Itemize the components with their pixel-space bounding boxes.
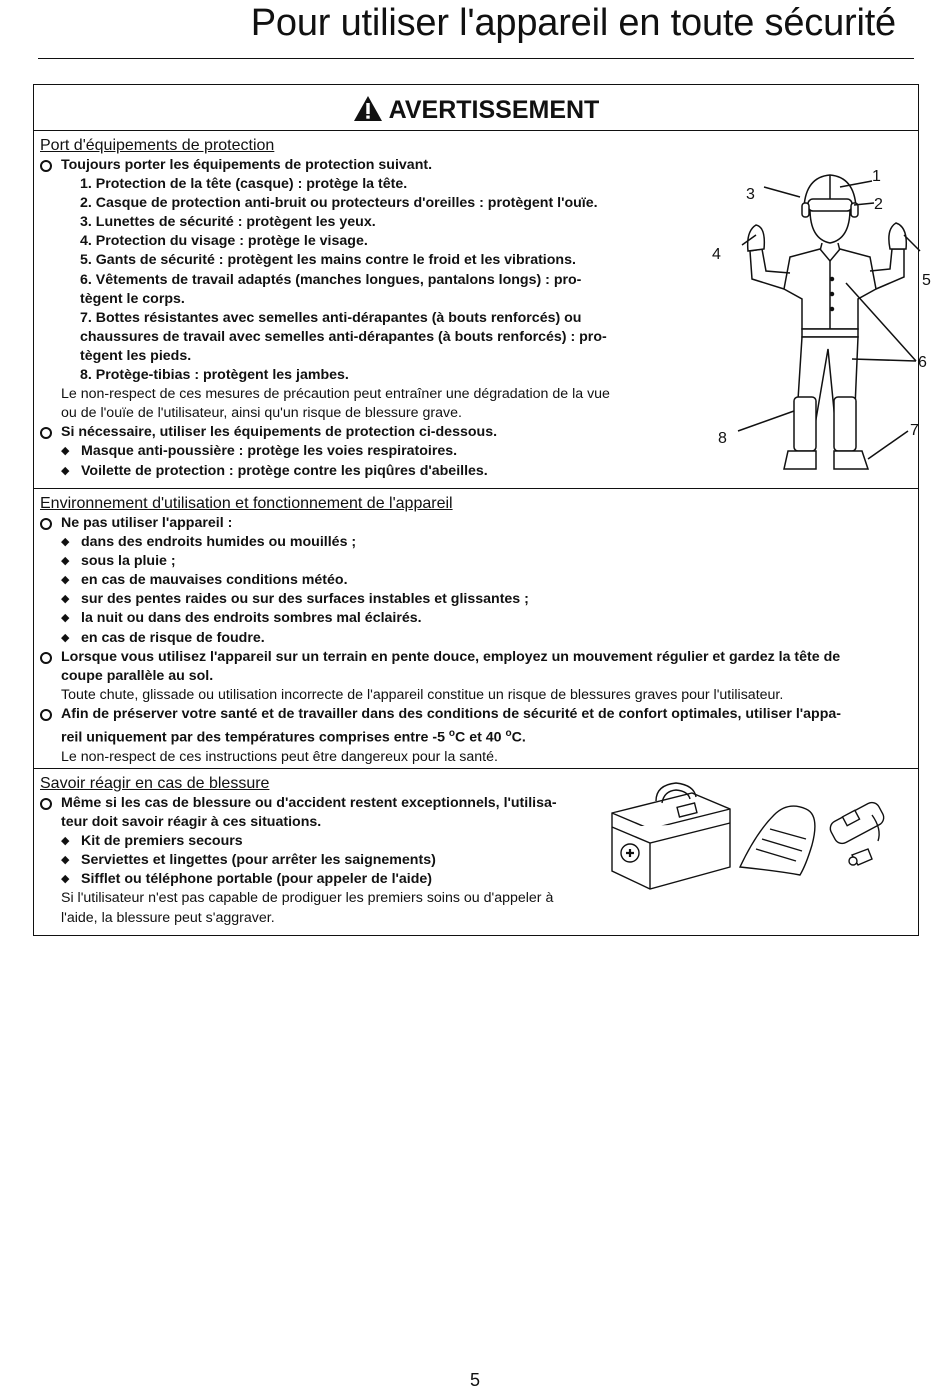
warning-header (34, 85, 918, 131)
protective-equipment-worker-figure (672, 139, 931, 479)
figure-label: 6 (918, 354, 927, 371)
bullet-diamond-icon: ◆ (61, 536, 70, 549)
figure-label: 2 (874, 196, 883, 213)
note-text: Le non-respect de ces mesures de précaution peut entraîner une dégradation de la vue (61, 386, 610, 403)
page-title: Pour utiliser l'appareil en toute sécurité (250, 2, 896, 44)
note-text: Le non-respect de ces instructions peut être dangereux pour la santé. (61, 748, 498, 765)
list-item-continued: reil uniquement par des températures comprises entre -5 $^o$C et 40 $^o$C. (61, 728, 526, 746)
injury-section (34, 769, 918, 935)
figure-label: 4 (712, 246, 721, 263)
bullet-diamond-icon: ◆ (61, 574, 70, 587)
injury-heading: Savoir réagir en cas de blessure (40, 775, 270, 792)
list-item: Si nécessaire, utiliser les équipements de protection ci-dessous. (40, 423, 912, 442)
bullet-diamond-icon: ◆ (61, 555, 70, 568)
list-item: 5. Gants de sécurité : protègent les mains contre le froid et les vibrations. (80, 252, 576, 269)
bullet-diamond-icon: ◆ (61, 464, 70, 477)
list-item: ◆ la nuit ou dans des endroits sombres mal éclairés. (40, 609, 912, 628)
list-item: 1. Protection de la tête (casque) : protège la tête. (80, 176, 408, 193)
list-item: ◆ Voilette de protection : protège contre les piqûres d'abeilles. (40, 462, 912, 481)
bullet-circle-icon (40, 160, 52, 172)
list-item: ◆ en cas de mauvaises conditions météo. (40, 571, 912, 590)
list-item: ◆ Serviettes et lingettes (pour arrêter les saignements) (40, 851, 912, 870)
environment-section (34, 489, 918, 769)
bullet-circle-icon (40, 709, 52, 721)
bullet-diamond-icon: ◆ (61, 593, 70, 606)
list-item: chaussures de travail avec semelles anti-dérapantes (à bouts renforcés) : pro- (80, 328, 607, 345)
list-item: Afin de préserver votre santé et de travailler dans des conditions de sécurité et de confort optimales, utiliser l'appa- (40, 705, 912, 724)
list-item: 6. Vêtements de travail adaptés (manches longues, pantalons longs) : pro- (80, 271, 582, 288)
protection-section (34, 131, 931, 489)
bullet-circle-icon (40, 652, 52, 664)
list-item: ◆ sur des pentes raides ou sur des surfaces instables et glissantes ; (40, 590, 912, 609)
bullet-circle-icon (40, 518, 52, 530)
warning-box (33, 84, 931, 936)
bullet-diamond-icon: ◆ (61, 445, 70, 458)
list-item: 4. Protection du visage : protège le visage. (80, 233, 368, 250)
figure-label: 3 (746, 186, 755, 203)
note-text: ou de l'ouïe de l'utilisateur, ainsi qu'un risque de blessure grave. (61, 405, 462, 422)
note-text: Toute chute, glissade ou utilisation incorrecte de l'appareil constitue un risque de blessures graves pour l'utilisateur. (61, 686, 784, 703)
environment-heading: Environnement d'utilisation et fonctionnement de l'appareil (40, 495, 453, 512)
list-item: tègent les pieds. (80, 347, 192, 364)
list-item: 8. Protège-tibias : protègent les jambes. (80, 367, 349, 384)
figure-label: 1 (872, 168, 881, 185)
bullet-circle-icon (40, 798, 52, 810)
list-item: tègent le corps. (80, 290, 185, 307)
figure-label: 7 (910, 422, 919, 439)
bullet-diamond-icon: ◆ (61, 854, 70, 867)
list-item: ◆ Sifflet ou téléphone portable (pour appeler de l'aide) (40, 870, 912, 889)
list-item-continued: teur doit savoir réagir à ces situations. (61, 814, 322, 831)
note-text: Si l'utilisateur n'est pas capable de prodiguer les premiers soins ou d'appeler à (61, 890, 554, 907)
bullet-diamond-icon: ◆ (61, 873, 70, 886)
list-item: ◆ en cas de risque de foudre. (40, 629, 912, 648)
warning-label: AVERTISSEMENT (388, 96, 600, 124)
figure-label: 8 (718, 430, 727, 447)
protection-heading: Port d'équipements de protection (40, 137, 275, 154)
list-item-continued: coupe parallèle au sol. (61, 667, 214, 684)
list-item: Ne pas utiliser l'appareil : (40, 514, 912, 533)
list-item: ◆ Masque anti-poussière : protège les voies respiratoires. (40, 442, 912, 461)
bullet-circle-icon (40, 427, 52, 439)
warning-triangle-icon (353, 95, 383, 122)
list-item: ◆ Kit de premiers secours (40, 832, 912, 851)
list-item: Toujours porter les équipements de protection suivant. (40, 156, 912, 175)
list-item: ◆ sous la pluie ; (40, 552, 912, 571)
list-item: 7. Bottes résistantes avec semelles anti-dérapantes (à bouts renforcés) ou (80, 309, 582, 326)
page-number: 5 (469, 1370, 480, 1390)
figure-label: 5 (922, 272, 931, 289)
list-item: 3. Lunettes de sécurité : protègent les yeux. (80, 214, 376, 231)
title-rule (38, 58, 914, 59)
list-item: ◆ dans des endroits humides ou mouillés ; (40, 533, 912, 552)
bullet-diamond-icon: ◆ (61, 835, 70, 848)
list-item: Lorsque vous utilisez l'appareil sur un terrain en pente douce, employez un mouvement régulier et gardez la tête de (40, 648, 912, 667)
bullet-diamond-icon: ◆ (61, 631, 70, 644)
first-aid-kit-towel-phone-figure (606, 775, 906, 895)
list-item: Même si les cas de blessure ou d'accident restent exceptionnels, l'utilisa- (40, 794, 912, 813)
list-item: 2. Casque de protection anti-bruit ou protecteurs d'oreilles : protègent l'ouïe. (80, 195, 598, 212)
bullet-diamond-icon: ◆ (61, 612, 70, 625)
note-text: l'aide, la blessure peut s'aggraver. (61, 909, 275, 926)
